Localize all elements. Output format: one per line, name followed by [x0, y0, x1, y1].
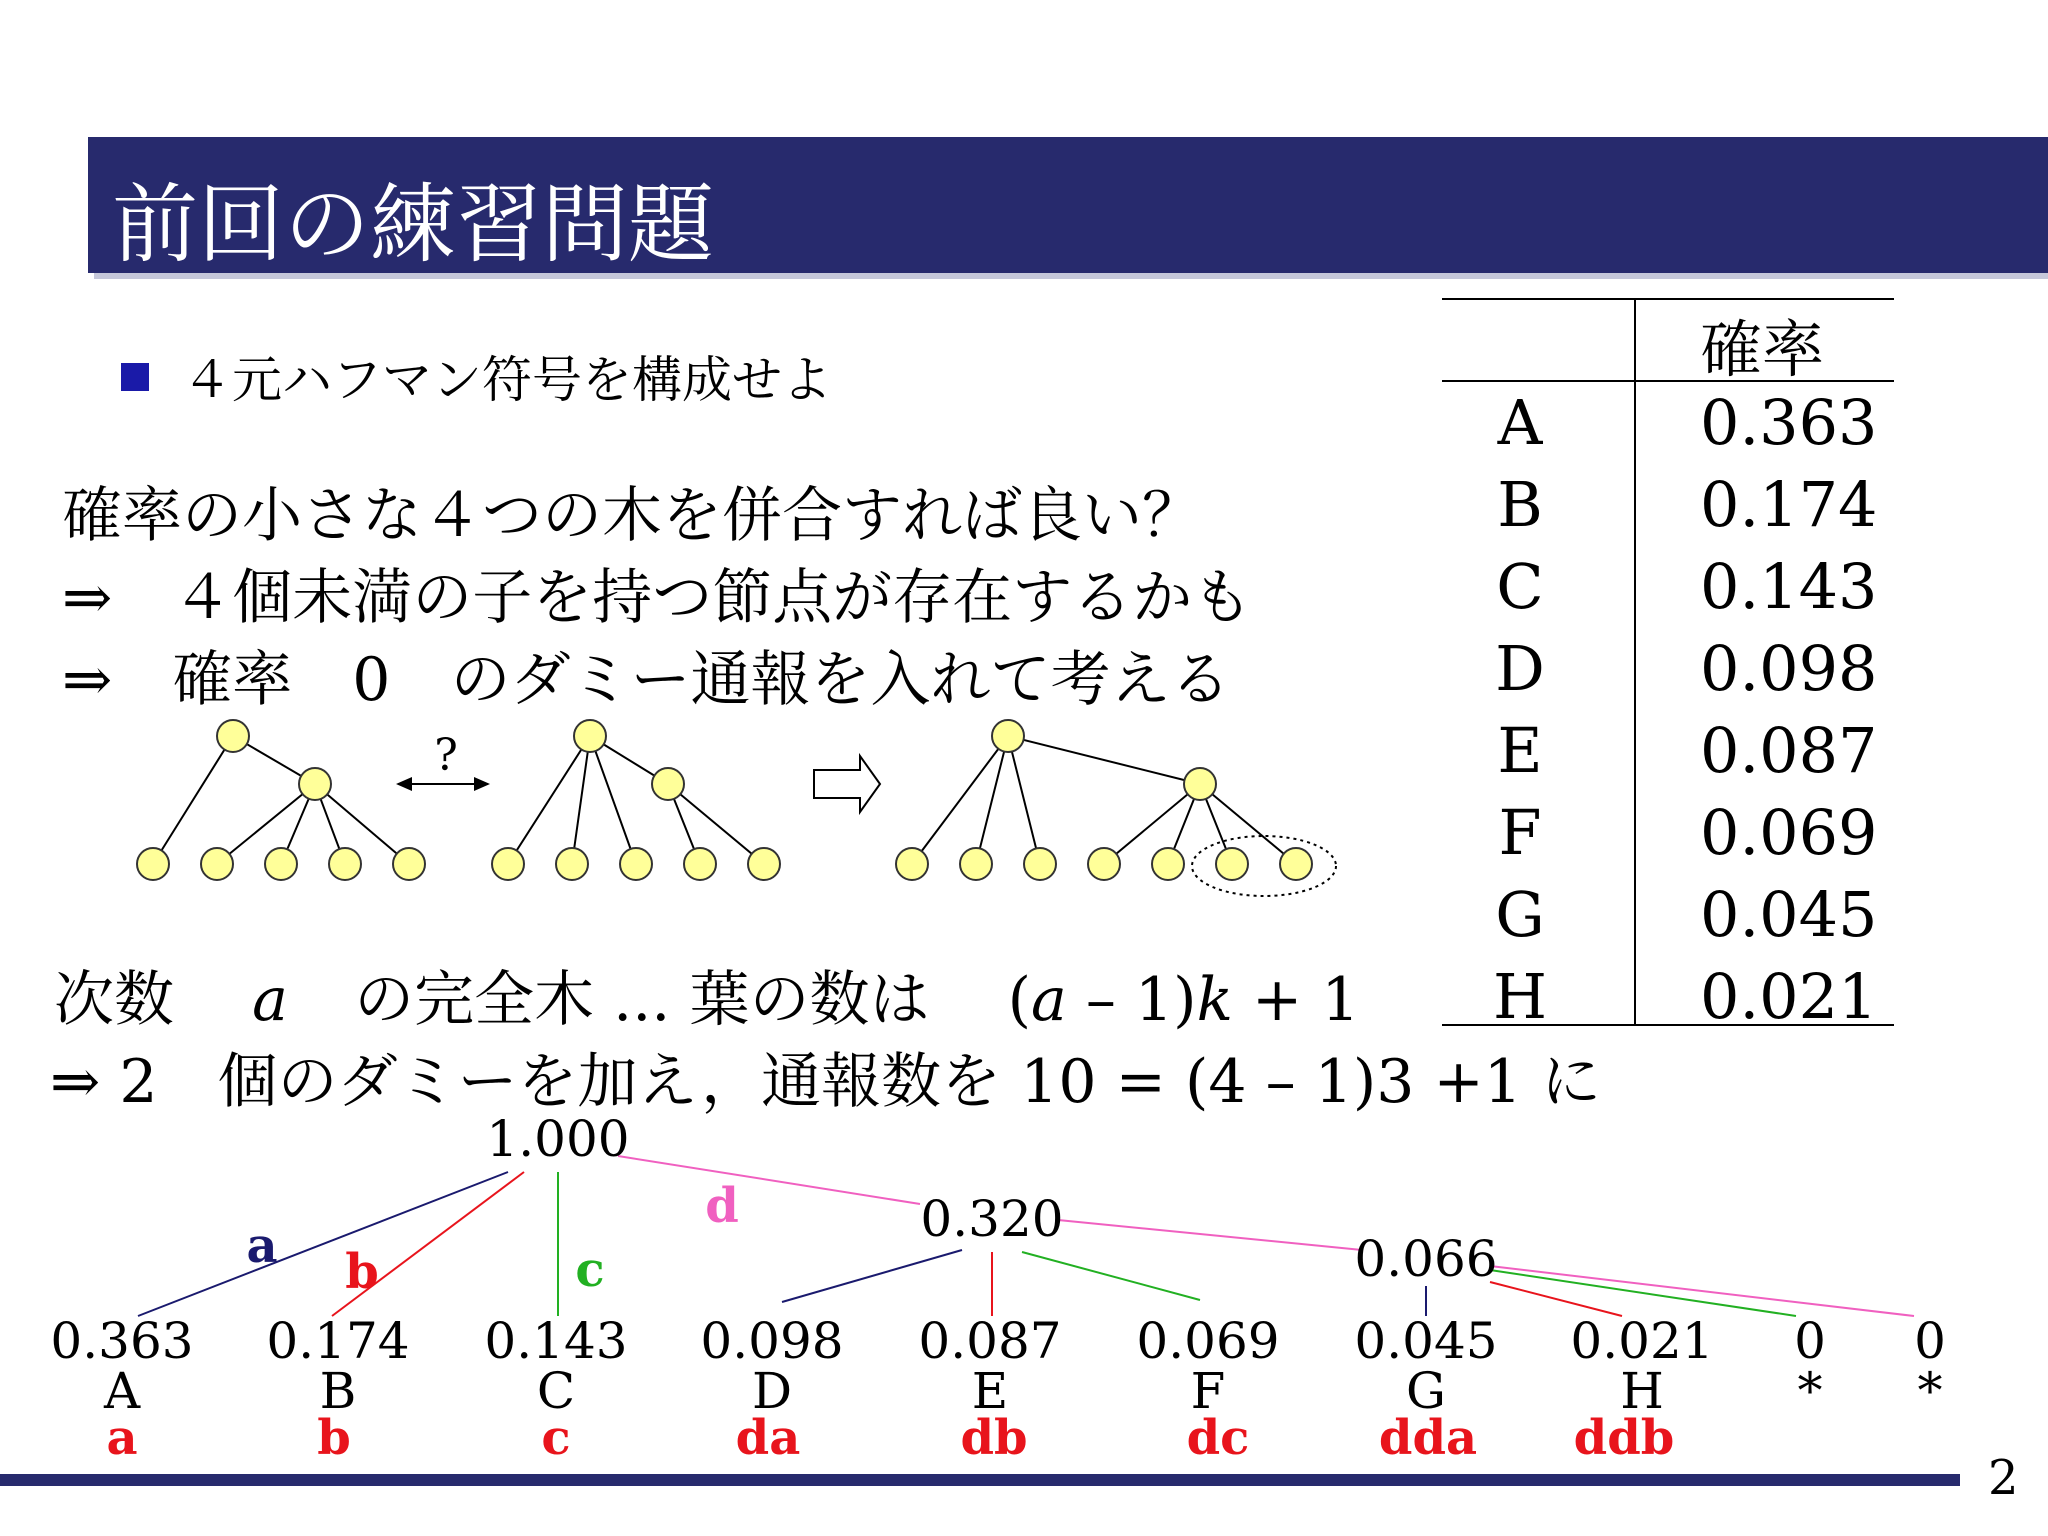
table-prob: 0.087: [1700, 714, 1878, 787]
leaf-code: b: [317, 1410, 351, 1466]
leaf-value: 0.045: [1354, 1312, 1498, 1370]
page-number: 2: [1988, 1450, 2019, 1506]
leaf-value: 0: [1914, 1312, 1946, 1370]
table-prob: 0.069: [1700, 796, 1878, 869]
tree-3-nodes: [896, 720, 1312, 880]
table-symbol: B: [1497, 468, 1543, 541]
line4-a: a: [252, 965, 288, 1035]
edge-label-b: b: [345, 1244, 379, 1300]
table-symbol: E: [1497, 714, 1543, 787]
table-prob: 0.363: [1700, 386, 1878, 459]
edge-dd: [1058, 1220, 1362, 1250]
leaf-symbol: F: [1190, 1362, 1226, 1420]
line4-mid: の完全木 ... 葉の数は: [354, 965, 930, 1035]
edge-ddd: [1490, 1266, 1914, 1316]
leaf-value: 0: [1794, 1312, 1826, 1370]
edge-a: [138, 1172, 508, 1316]
table-symbol: D: [1495, 632, 1545, 705]
leaf-code: ddb: [1573, 1410, 1675, 1466]
table-prob: 0.021: [1700, 960, 1878, 1033]
footer-rule: [0, 1474, 1960, 1486]
edge-label-a: a: [246, 1218, 278, 1274]
line-5: ⇒ 2 個のダミーを加え，通報数を 10 = (4 – 1)3 +1 に: [50, 1047, 1602, 1117]
leaf-symbol: D: [751, 1362, 793, 1420]
line-3: ⇒ 確率 0 のダミー通報を入れて考える: [62, 645, 1231, 715]
node-dd-value: 0.066: [1354, 1230, 1498, 1288]
tree-2-edges: [508, 736, 764, 864]
line-4: [54, 952, 1360, 1038]
root-value: 1.000: [486, 1110, 630, 1168]
table-header: 確率: [1700, 313, 1825, 386]
leaf-code: dda: [1378, 1410, 1478, 1466]
leaf-value: 0.143: [484, 1312, 628, 1370]
line4-formula: (a – 1)k + 1: [1007, 965, 1360, 1035]
line-2: ⇒ ４個未満の子を持つ節点が存在するかも: [62, 563, 1253, 633]
bullet-square-icon: [121, 363, 149, 391]
bullet-text: ４元ハフマン符号を構成せよ: [182, 351, 832, 409]
tree-3-edges: [912, 736, 1296, 864]
table-top-rule: [1442, 298, 1894, 300]
table-symbol: G: [1495, 878, 1545, 951]
tree-diagrams: [120, 700, 1380, 910]
leaf-code: da: [735, 1410, 801, 1466]
leaf-symbol: *: [1917, 1362, 1943, 1420]
leaf-value: 0.021: [1570, 1312, 1714, 1370]
table-prob: 0.174: [1700, 468, 1878, 541]
tree-1-edges: [153, 736, 409, 864]
leaf-symbol: B: [319, 1362, 357, 1420]
line4-prefix: 次数: [54, 965, 174, 1035]
leaf-value: 0.098: [700, 1312, 844, 1370]
edge-dc: [1022, 1252, 1200, 1300]
line-1: 確率の小さな４つの木を併合すれば良い？: [62, 481, 1202, 551]
table-prob: 0.098: [1700, 632, 1878, 705]
edge-label-d: d: [705, 1178, 739, 1234]
tree-2-nodes: [492, 720, 780, 880]
leaf-value: 0.087: [918, 1312, 1062, 1370]
leaf-symbol: C: [536, 1362, 576, 1420]
question-mark: ?: [434, 730, 458, 781]
table-symbol: F: [1498, 796, 1542, 869]
table-prob: 0.045: [1700, 878, 1878, 951]
leaf-code: dc: [1186, 1410, 1250, 1466]
leaf-value: 0.363: [50, 1312, 194, 1370]
node-d-value: 0.320: [920, 1190, 1064, 1248]
table-symbol: C: [1496, 550, 1544, 623]
leaf-code: db: [960, 1410, 1028, 1466]
edge-da: [782, 1250, 962, 1302]
leaf-symbol: A: [103, 1362, 141, 1420]
table-column-rule: [1634, 298, 1636, 1026]
hollow-arrow-icon: [814, 756, 880, 812]
edge-d: [618, 1156, 920, 1204]
table-header-rule: [1442, 380, 1894, 382]
leaf-symbol: E: [971, 1362, 1009, 1420]
edge-label-c: c: [575, 1242, 605, 1298]
title-bar: [88, 137, 2048, 273]
leaf-symbol: *: [1797, 1362, 1823, 1420]
leaf-code: c: [541, 1410, 571, 1466]
leaf-code: a: [106, 1410, 138, 1466]
leaf-value: 0.174: [266, 1312, 410, 1370]
leaf-symbol: H: [1620, 1362, 1664, 1420]
leaf-value: 0.069: [1136, 1312, 1280, 1370]
table-prob: 0.143: [1700, 550, 1878, 623]
dummy-highlight-ellipse: [1192, 836, 1336, 896]
tree-1-nodes: [137, 720, 425, 880]
table-symbol: A: [1497, 386, 1543, 459]
slide-title: 前回の練習問題: [112, 175, 714, 275]
leaf-symbol: G: [1406, 1362, 1446, 1420]
table-symbol: H: [1492, 960, 1548, 1033]
